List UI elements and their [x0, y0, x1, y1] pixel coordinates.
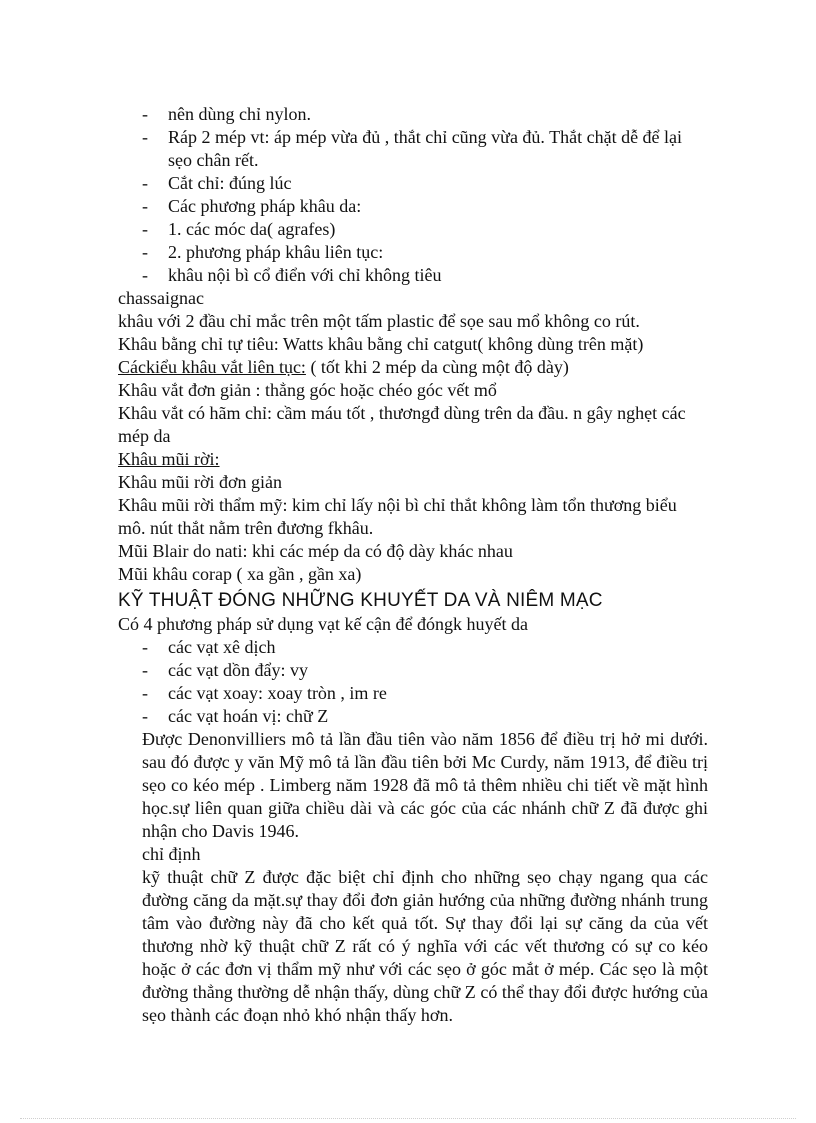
- flap-methods-list: [118, 636, 708, 728]
- text-line: Khâu mũi rời thẩm mỹ: kim chỉ lấy nội bì chỉ thắt không làm tổn thương biểu mô. nút thắt nằm trên đương fkhâu.: [118, 495, 677, 538]
- section-title: KỸ THUẬT ĐÓNG NHỮNG KHUYẾT DA VÀ NIÊM MẠC: [118, 590, 603, 611]
- suture-notes-list: [118, 103, 708, 287]
- indication-label: chỉ định: [142, 844, 201, 864]
- interrupted-suture-heading-line: [118, 448, 708, 471]
- indication-paragraph: kỹ thuật chữ Z được đặc biệt chỉ định cho những sẹo chạy ngang qua các đường căng da mặt.sự thay đổi đơn giản hướng của những đường nhánh trung tâm vào đường này đã cho kết quả tốt. Sự thay đổi lại sự căng da của vết thương nhờ kỹ thuật chữ Z rất có ý nghĩa với các vết thương có sự co kéo hoặc ở các đơn vị thẩm mỹ như với các sẹo ở góc mắt ở mép. Các sẹo là một đường thẳng thường dễ nhận thấy, dùng chữ Z có thể thay đổi được hướng của sẹo thành các đoạn nhỏ khó nhận thấy hơn.: [142, 867, 708, 1025]
- section-note: ( tốt khi 2 mép da cùng một độ dày): [305, 357, 569, 377]
- text-line: Khâu vắt có hãm chỉ: cầm máu tốt , thươngđ dùng trên da đầu. n gây nghẹt các mép da: [118, 403, 686, 446]
- text-line: Khâu mũi rời đơn giản: [118, 472, 283, 492]
- z-plasty-section: [142, 728, 708, 1027]
- list-item: - Các phương pháp khâu da:: [142, 195, 708, 218]
- list-item: - nên dùng chỉ nylon.: [142, 103, 708, 126]
- text-line: Mũi khâu corap ( xa gần , gần xa): [118, 564, 362, 584]
- text-line: Khâu vắt đơn giản : thẳng góc hoặc chéo góc vết mổ: [118, 380, 497, 400]
- list-item: - các vạt xê dịch: [142, 636, 708, 659]
- text-line: chassaignac: [118, 288, 204, 308]
- document-body: [118, 103, 708, 1027]
- history-paragraph: Được Denonvilliers mô tả lần đầu tiên vào năm 1856 để điều trị hở mi dưới. sau đó được y văn Mỹ mô tả lần đầu tiên bởi Mc Curdy, năm 1913, để điều trị sẹo co kéo mép . Limberg năm 1928 đã mô tả thêm nhiều chi tiết về mặt hình học.sự liên quan giữa chiều dài và các góc của các nhánh chữ Z đã được ghi nhận cho Davis 1946.: [142, 729, 708, 841]
- section-heading: Cáckiểu khâu vắt liên tục:: [118, 357, 306, 377]
- text-line: khâu với 2 đầu chỉ mắc trên một tấm plastic để sọe sau mổ không co rút.: [118, 311, 640, 331]
- list-item: - các vạt dồn đẩy: vy: [142, 659, 708, 682]
- text-line: Mũi Blair do nati: khi các mép da có độ dày khác nhau: [118, 541, 513, 561]
- page-bottom-rule: [20, 1118, 796, 1119]
- list-item: - các vạt hoán vị: chữ Z: [142, 705, 708, 728]
- list-item: - 1. các móc da( agrafes): [142, 218, 708, 241]
- text-line: Khâu bằng chỉ tự tiêu: Watts khâu bằng chỉ catgut( không dùng trên mặt): [118, 334, 644, 354]
- list-item: - khâu nội bì cổ điển với chỉ không tiêu: [142, 264, 708, 287]
- list-item: - các vạt xoay: xoay tròn , im re: [142, 682, 708, 705]
- continuous-suture-heading-line: [118, 356, 708, 379]
- list-item: - Ráp 2 mép vt: áp mép vừa đủ , thắt chỉ cũng vừa đủ. Thắt chặt dễ để lại sẹo chân rết.: [142, 126, 708, 172]
- list-item: - 2. phương pháp khâu liên tục:: [142, 241, 708, 264]
- section-heading: Khâu mũi rời:: [118, 449, 220, 469]
- intro-line: Có 4 phương pháp sử dụng vạt kế cận để đóngk huyết da: [118, 614, 528, 634]
- list-item: - Cắt chỉ: đúng lúc: [142, 172, 708, 195]
